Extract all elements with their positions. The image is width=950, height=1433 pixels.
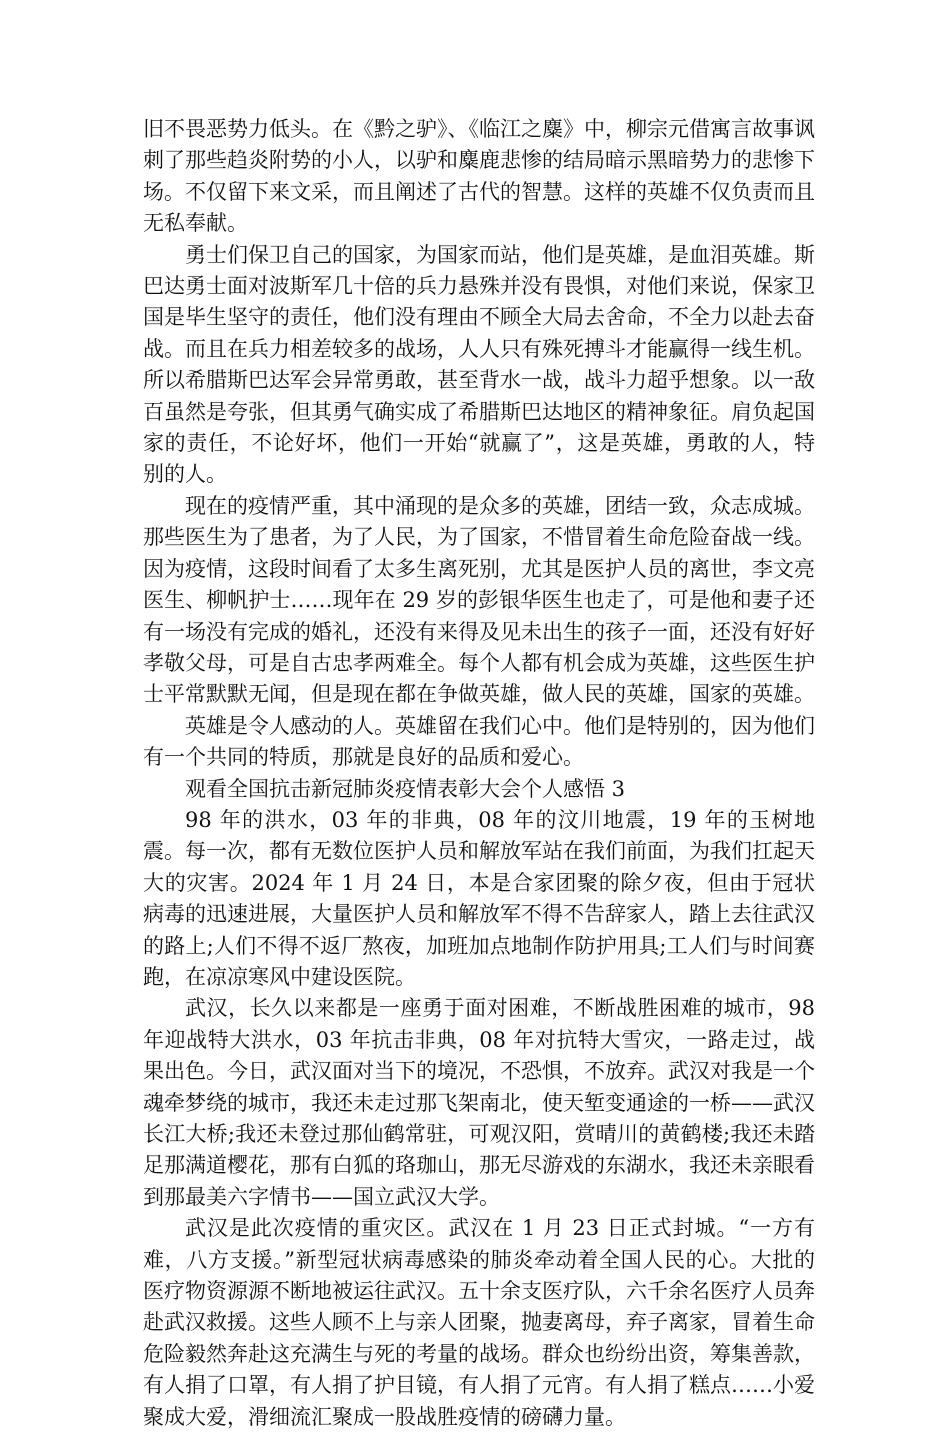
paragraph-heroes-touching: 英雄是令人感动的人。英雄留在我们心中。他们是特别的，因为他们有一个共同的特质，那就是良好的品质和爱心。 <box>143 713 815 770</box>
paragraph-continuation: 旧不畏恶势力低头。在《黔之驴》、《临江之麋》中，柳宗元借寓言故事讽刺了那些趋炎附势的小人，以驴和麋鹿悲惨的结局暗示黑暗势力的悲惨下场。不仅留下来文采，而且阐述了古代的智慧。这样的英雄不仅负责而且无私奉献。 <box>143 117 815 236</box>
section-heading: 观看全国抗击新冠肺炎疫情表彰大会个人感悟 3 <box>185 776 626 801</box>
paragraph-spartan-heroes: 勇士们保卫自己的国家，为国家而站，他们是英雄，是血泪英雄。斯巴达勇士面对波斯军几十倍的兵力悬殊并没有畏惧，对他们来说，保家卫国是毕生坚守的责任，他们没有理由不顾全大局去舍命，不全力以赴去奋战。而且在兵力相差较多的战场，人人只有殊死搏斗才能赢得一线生机。所以希腊斯巴达军会异常勇敢，甚至背水一战，战斗力超乎想象。以一敌百虽然是夸张，但其勇气确实成了希腊斯巴达地区的精神象征。肩负起国家的责任，不论好坏，他们一开始“就赢了”，这是英雄，勇敢的人，特别的人。 <box>143 242 815 487</box>
paragraph-wuhan-support: 武汉是此次疫情的重灾区。武汉在 1 月 23 日正式封城。“一方有难，八方支援。”新型冠状病毒感染的肺炎牵动着全国人民的心。大批的医疗物资源源不断地被运往武汉。五十余支医疗队，六千余名医疗人员奔赴武汉救援。这些人顾不上与亲人团聚，抛妻离母，弃子离家，冒着生命危险毅然奔赴这充满生与死的考量的战场。群众也纷纷出资，筹集善款，有人捐了口罩，有人捐了护目镜，有人捐了元宵。有人捐了糕点……小爱聚成大爱，滑细流汇聚成一股战胜疫情的磅礴力量。 <box>143 1216 815 1429</box>
document-body <box>143 114 815 1433</box>
paragraph-disasters: 98 年的洪水，03 年的非典，08 年的汶川地震，19 年的玉树地震。每一次，都有无数位医护人员和解放军站在我们前面，为我们扛起天大的灾害。2024 年 1 月 24 日，本是合家团聚的除夕夜，但由于冠状病毒的迅速进展，大量医护人员和解放军不得不告辞家人，踏上去往武汉的路上;人们不得不返厂熬夜，加班加点地制作防护用具;工人们与时间赛跑，在凉凉寒风中建设医院。 <box>143 807 815 989</box>
paragraph-epidemic-heroes: 现在的疫情严重，其中涌现的是众多的英雄，团结一致，众志成城。那些医生为了患者，为了人民，为了国家，不惜冒着生命危险奋战一线。因为疫情，这段时间看了太多生离死别，尤其是医护人员的离世，李文亮医生、柳帆护士……现年在 29 岁的彭银华医生也走了，可是他和妻子还有一场没有完成的婚礼，还没有来得及见未出生的孩子一面，还没有好好孝敬父母，可是自古忠孝两难全。每个人都有机会成为英雄，这些医生护士平常默默无闻，但是现在都在争做英雄，做人民的英雄，国家的英雄。 <box>143 493 815 707</box>
paragraph-wuhan-city: 武汉，长久以来都是一座勇于面对困难，不断战胜困难的城市，98 年迎战特大洪水，03 年抗击非典，08 年对抗特大雪灾，一路走过，战果出色。今日，武汉面对当下的境况，不恐惧，不放弃。武汉对我是一个魂牵梦绕的城市，我还未走过那飞架南北，使天堑变通途的一桥——武汉长江大桥;我还未登过那仙鹤常驻，可观汉阳，赏晴川的黄鹤楼;我还未踏足那满道樱花，那有白狐的珞珈山，那无尽游戏的东湖水，我还未亲眼看到那最美六字情书——国立武汉大学。 <box>143 996 815 1209</box>
